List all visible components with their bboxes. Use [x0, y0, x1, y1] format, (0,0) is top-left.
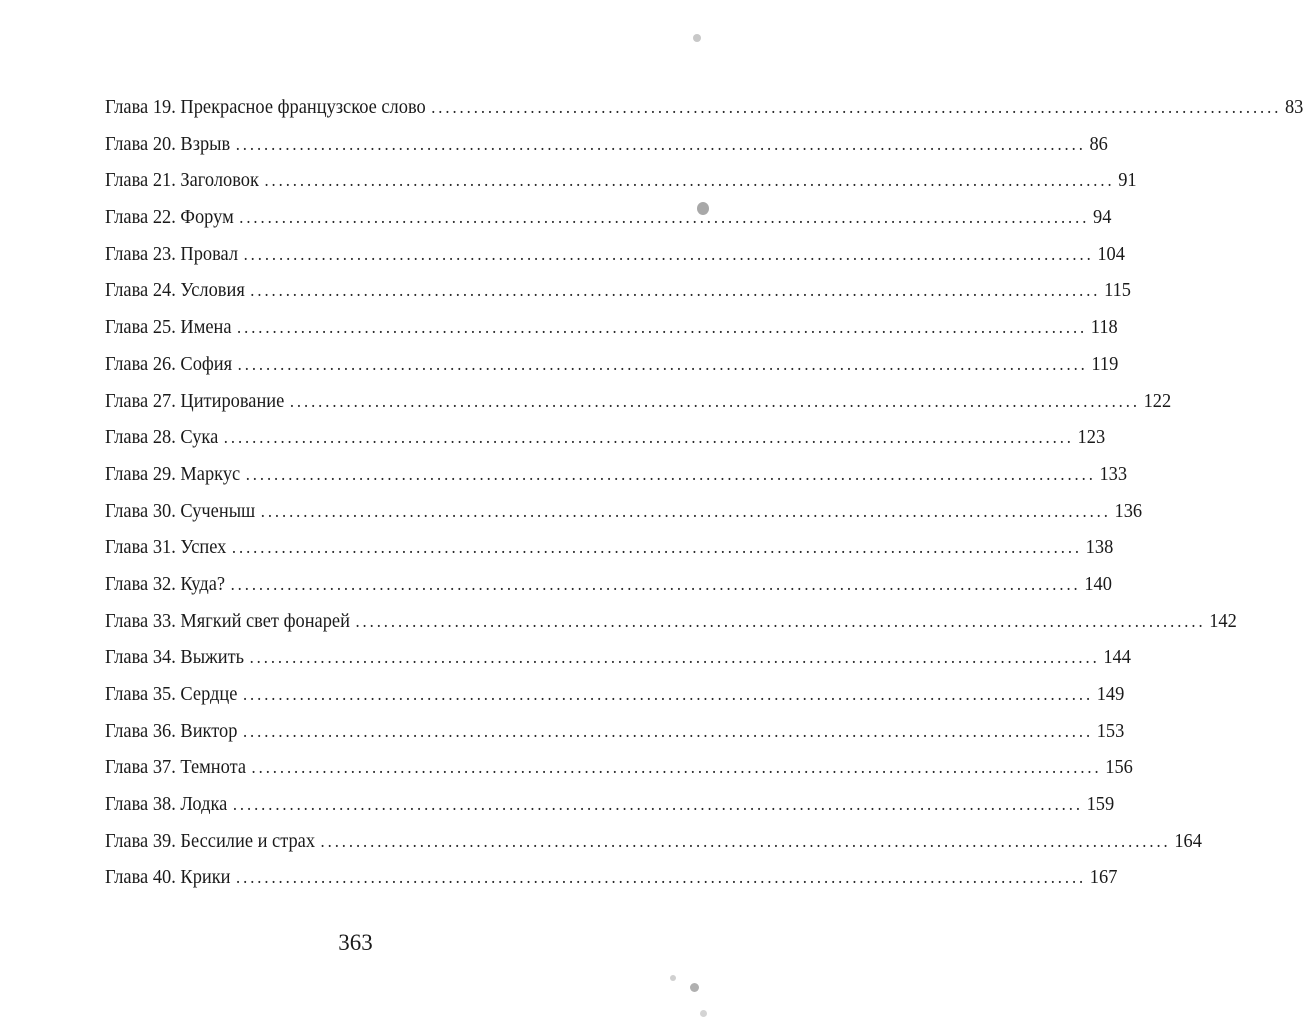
toc-entry-title: Глава 39. Бессилие и страх: [105, 829, 316, 852]
toc-entry-title: Глава 33. Мягкий свет фонарей: [105, 609, 350, 632]
toc-entry-page: 123: [1077, 426, 1106, 449]
toc-leader-dots: ........................................................................................................................: [239, 207, 1090, 228]
toc-leader-dots: ........................................................................................................................: [251, 757, 1102, 778]
page-number: 363: [338, 930, 373, 955]
toc-leader-dots: ........................................................................................................................: [230, 573, 1081, 594]
toc-entry-title: Глава 36. Виктор: [105, 719, 238, 742]
toc-entry-page: 115: [1104, 279, 1131, 302]
table-of-contents: [105, 89, 1303, 896]
toc-entry: [105, 493, 1143, 530]
toc-entry: [105, 162, 1137, 199]
toc-leader-dots: ........................................................................................................................: [237, 353, 1088, 374]
toc-entry-title: Глава 30. Сученыш: [105, 499, 256, 522]
toc-entry: [105, 859, 1118, 896]
toc-entry: [105, 749, 1133, 786]
toc-leader-dots: ........................................................................................................................: [243, 243, 1094, 264]
toc-leader-dots: ........................................................................................................................: [242, 684, 1094, 704]
toc-entry-title: Глава 34. Выжить: [105, 646, 245, 669]
toc-entry-title: Глава 38. Лодка: [105, 793, 228, 816]
toc-entry-title: Глава 37. Темнота: [105, 756, 247, 779]
toc-entry-title: Глава 40. Крики: [105, 866, 231, 889]
toc-entry-title: Глава 23. Провал: [105, 242, 239, 265]
paper-speck: [700, 1010, 707, 1017]
toc-entry: [105, 786, 1115, 823]
toc-entry-page: 149: [1096, 683, 1125, 705]
toc-entry-page: 122: [1143, 389, 1172, 412]
toc-entry: [105, 309, 1118, 346]
toc-leader-dots: ........................................................................................................................: [223, 427, 1074, 448]
toc-leader-dots: ........................................................................................................................: [249, 647, 1100, 668]
toc-entry-page: 140: [1084, 572, 1112, 595]
toc-entry: [105, 676, 1125, 713]
toc-entry-page: 119: [1091, 352, 1119, 375]
toc-entry-title: Глава 32. Куда?: [105, 572, 226, 595]
toc-entry-title: Глава 35. Сердце: [105, 683, 238, 705]
toc-leader-dots: ........................................................................................................................: [264, 170, 1115, 191]
toc-leader-dots: ........................................................................................................................: [235, 133, 1086, 154]
toc-entry-title: Глава 28. Сука: [105, 426, 219, 449]
toc-entry-page: 118: [1090, 316, 1118, 339]
toc-entry-page: 144: [1103, 646, 1131, 669]
toc-entry: [105, 823, 1202, 860]
toc-entry-title: Глава 21. Заголовок: [105, 169, 259, 192]
toc-entry-page: 136: [1114, 499, 1143, 522]
toc-entry-title: Глава 22. Форум: [105, 206, 234, 229]
toc-leader-dots: ........................................................................................................................: [232, 794, 1083, 815]
toc-entry: [105, 89, 1303, 126]
toc-entry: [105, 566, 1112, 603]
paper-speck: [693, 34, 701, 42]
toc-leader-dots: ........................................................................................................................: [320, 830, 1171, 851]
toc-entry: [105, 236, 1125, 273]
toc-entry: [105, 419, 1106, 456]
toc-entry-title: Глава 20. Взрыв: [105, 132, 231, 155]
toc-entry-page: 83: [1284, 96, 1303, 118]
toc-entry: [105, 713, 1125, 750]
toc-entry-page: 133: [1099, 462, 1128, 485]
toc-entry-title: Глава 29. Маркус: [105, 462, 241, 485]
toc-leader-dots: ........................................................................................................................: [260, 500, 1111, 521]
toc-entry-title: Глава 25. Имена: [105, 316, 232, 339]
toc-entry-title: Глава 27. Цитирование: [105, 389, 285, 412]
toc-entry-title: Глава 31. Успех: [105, 536, 227, 559]
toc-entry-page: 164: [1174, 829, 1202, 852]
toc-entry-page: 94: [1092, 206, 1112, 229]
toc-entry: [105, 272, 1131, 309]
toc-leader-dots: ........................................................................................................................: [242, 720, 1094, 741]
toc-leader-dots: ........................................................................................................................: [237, 317, 1088, 338]
toc-leader-dots: ........................................................................................................................: [231, 537, 1082, 558]
toc-entry-page: 138: [1085, 536, 1114, 559]
toc-leader-dots: ........................................................................................................................: [431, 97, 1282, 117]
toc-entry: [105, 639, 1131, 676]
toc-entry: [105, 199, 1112, 236]
toc-entry: [105, 346, 1119, 383]
toc-leader-dots: ........................................................................................................................: [245, 463, 1096, 484]
toc-entry: [105, 529, 1114, 566]
toc-entry: [105, 456, 1128, 493]
paper-speck: [670, 975, 676, 981]
toc-entry-page: 153: [1096, 719, 1125, 742]
toc-entry-page: 156: [1105, 756, 1133, 779]
toc-leader-dots: ........................................................................................................................: [355, 610, 1206, 631]
toc-entry-page: 159: [1086, 793, 1115, 816]
toc-entry-title: Глава 26. София: [105, 352, 233, 375]
toc-entry-page: 104: [1097, 242, 1125, 265]
toc-entry: [105, 383, 1172, 420]
toc-entry: [105, 603, 1237, 640]
paper-speck: [690, 983, 699, 992]
toc-leader-dots: ........................................................................................................................: [236, 867, 1087, 888]
toc-entry-page: 91: [1118, 169, 1137, 192]
toc-entry-page: 167: [1089, 866, 1118, 889]
toc-entry-page: 142: [1209, 609, 1237, 632]
toc-leader-dots: ........................................................................................................................: [289, 390, 1140, 411]
toc-entry: [105, 126, 1108, 163]
toc-entry-title: Глава 19. Прекрасное французское слово: [105, 96, 426, 118]
toc-entry-page: 86: [1089, 132, 1108, 155]
toc-entry-title: Глава 24. Условия: [105, 279, 245, 302]
toc-leader-dots: ........................................................................................................................: [250, 280, 1101, 301]
